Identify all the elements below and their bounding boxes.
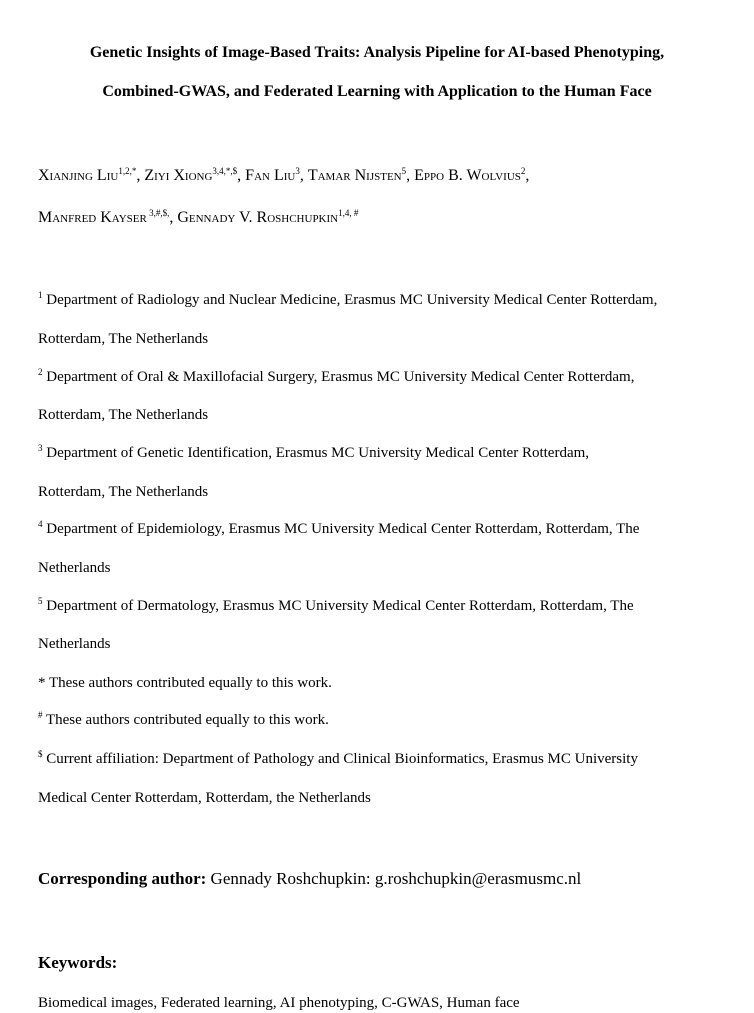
affiliation-2 <box>38 367 634 387</box>
corresponding-author <box>38 868 581 890</box>
note-equal-contribution-star: * These authors contributed equally to this work. <box>38 675 332 691</box>
affiliation-mark: 1 <box>38 290 43 300</box>
author-separator: , <box>406 167 415 184</box>
keywords-list: Biomedical images, Federated learning, AI phenotyping, C-GWAS, Human face <box>38 995 520 1011</box>
affiliation-4 <box>38 519 639 539</box>
affiliation-mark: 4 <box>38 519 43 529</box>
author-affiliation-marks: 3,#,$, <box>146 208 170 218</box>
affiliation-5-cont: Netherlands <box>38 636 111 652</box>
affiliation-department: Department of Epidemiology, <box>46 521 225 537</box>
author-affiliation-marks: 3,4,*,$ <box>212 166 238 176</box>
affiliation-mark: 3 <box>38 443 43 453</box>
author-separator: , <box>299 167 308 184</box>
corresponding-author-label: Corresponding author: <box>38 869 207 888</box>
affiliation-department: Department of Radiology and Nuclear Medicine, <box>46 292 341 308</box>
affiliation-3 <box>38 443 589 463</box>
author-name: Manfred Kayser <box>38 209 147 226</box>
affiliation-department: Department of Dermatology, <box>46 598 219 614</box>
paper-title-line-2: Combined-GWAS, and Federated Learning with Application to the Human Face <box>102 83 652 100</box>
author-name: Gennady V. Roshchupkin <box>177 209 339 226</box>
affiliation-1 <box>38 290 657 310</box>
author-separator: , <box>136 167 145 184</box>
note-equal-contribution-hash <box>38 710 329 730</box>
note-text: These authors contributed equally to this work. <box>42 712 329 728</box>
affiliation-5 <box>38 596 634 616</box>
author-name: Fan Liu <box>245 167 296 184</box>
affiliation-institution: Erasmus MC University Medical Center Rotterdam, Rotterdam, The <box>218 598 634 614</box>
keywords-label: Keywords: <box>38 953 118 972</box>
author-name: Xianjing Liu <box>38 167 119 184</box>
affiliation-institution: Erasmus MC University Medical Center Rotterdam, <box>317 369 635 385</box>
author-affiliation-marks: 3 <box>295 166 300 176</box>
author-line-1 <box>38 166 529 186</box>
author-affiliation-marks: 1,4, # <box>338 208 359 218</box>
corresponding-author-contact: Gennady Roshchupkin: g.roshchupkin@erasmusmc.nl <box>206 869 582 888</box>
author-separator: , <box>169 209 178 226</box>
author-separator: , <box>525 167 530 184</box>
note-current-affiliation <box>38 749 638 769</box>
author-affiliation-marks: 5 <box>401 166 407 176</box>
note-current-affiliation-cont: Medical Center Rotterdam, Rotterdam, the Netherlands <box>38 790 371 806</box>
note-mark: # <box>38 710 43 720</box>
author-name: Eppo B. Wolvius <box>414 167 521 184</box>
author-separator: , <box>237 167 246 184</box>
affiliation-department: Department of Genetic Identification, <box>46 445 272 461</box>
author-name: Ziyi Xiong <box>144 167 213 184</box>
affiliation-department: Department of Oral & Maxillofacial Surgery, <box>46 369 318 385</box>
paper-title-line-1: Genetic Insights of Image-Based Traits: Analysis Pipeline for AI-based Phenotyping, <box>89 44 665 61</box>
author-affiliation-marks: 2 <box>520 166 526 176</box>
affiliation-4-cont: Netherlands <box>38 560 111 576</box>
affiliation-2-cont: Rotterdam, The Netherlands <box>38 407 209 423</box>
affiliation-mark: 2 <box>38 367 43 377</box>
note-text: Current affiliation: Department of Pathology and Clinical Bioinformatics, Erasmus MC University <box>42 751 638 767</box>
affiliation-1-cont: Rotterdam, The Netherlands <box>38 331 209 347</box>
author-name: Tamar Nijsten <box>307 167 402 184</box>
affiliation-institution: Erasmus MC University Medical Center Rotterdam, <box>272 445 590 461</box>
affiliation-institution: Erasmus MC University Medical Center Rotterdam, Rotterdam, The <box>224 521 640 537</box>
note-mark: $ <box>38 749 43 759</box>
affiliation-institution: Erasmus MC University Medical Center Rotterdam, <box>340 292 658 308</box>
affiliation-mark: 5 <box>38 596 43 606</box>
author-line-2 <box>38 208 358 228</box>
affiliation-3-cont: Rotterdam, The Netherlands <box>38 484 209 500</box>
author-affiliation-marks: 1,2,* <box>118 166 137 176</box>
